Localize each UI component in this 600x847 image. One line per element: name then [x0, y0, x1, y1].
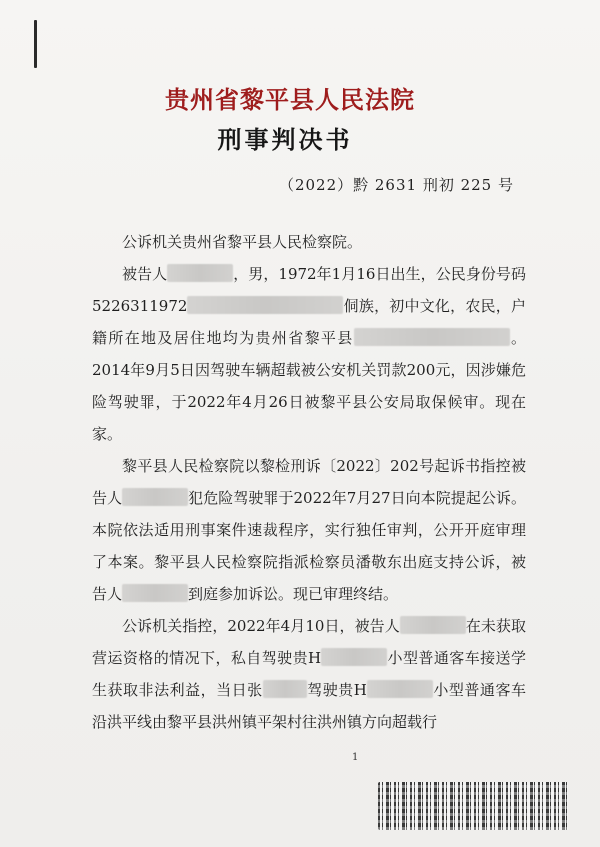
redacted-plate	[321, 648, 387, 666]
page-number: 1	[352, 752, 359, 763]
text-segment: 。2014年9月5日因驾驶车辆超载被公安机关罚款200元，因涉嫌危险驾驶罪，于2022年4月26日被黎平县公安局取保候审。现在家。	[92, 329, 526, 443]
text-segment: 侗族，初中文化，农民，户籍所在地及居住地均为贵州省黎平县	[92, 297, 526, 347]
redacted-name	[122, 584, 188, 602]
text-segment: ，男，1972年1月16日出生，公民身份号码5226311972	[92, 265, 526, 315]
text-segment: 黎平县人民检察院以黎检刑诉〔2022〕202号起诉书指控被告人	[92, 457, 526, 507]
text-segment: 被告人	[122, 265, 168, 283]
barcode	[378, 782, 568, 830]
paragraph-prosecution	[92, 450, 526, 610]
redacted-plate	[367, 680, 433, 698]
text-segment: 在未获取营运资格的情况下，私自驾驶贵H	[92, 617, 526, 667]
paragraph-charges	[92, 610, 526, 738]
text-segment: 到庭参加诉讼。现已审理终结。	[188, 585, 399, 603]
document-type-heading: 刑事判决书	[217, 126, 353, 154]
case-number: （2022）黔 2631 刑初 225 号	[278, 176, 514, 194]
redacted-id-number	[187, 296, 343, 314]
text-segment: 小型普通客车接送学生获取非法利益，当日张	[92, 649, 526, 699]
text-segment: 小型普通客车沿洪平线由黎平县洪州镇平架村往洪州镇方向超载行	[92, 681, 526, 731]
text-segment: 驾驶贵H	[306, 681, 367, 699]
redacted-name	[167, 264, 233, 282]
redacted-address	[354, 328, 510, 346]
redacted-name	[400, 616, 466, 634]
text-segment: 公诉机关指控，2022年4月10日，被告人	[122, 617, 400, 635]
judgment-body	[92, 226, 526, 738]
redacted-name	[122, 488, 188, 506]
redacted-name	[263, 680, 307, 698]
paragraph-prosecutor: 公诉机关贵州省黎平县人民检察院。	[122, 233, 363, 251]
paragraph-defendant-info	[92, 258, 526, 450]
margin-mark	[34, 20, 37, 68]
text-segment: 犯危险驾驶罪于2022年7月27日向本院提起公诉。本院依法适用刑事案件速裁程序，实行独任审判，公开开庭审理了本案。黎平县人民检察院指派检察员潘敬东出庭支持公诉，被告人	[92, 489, 526, 603]
court-name-heading: 贵州省黎平县人民法院	[165, 86, 415, 114]
